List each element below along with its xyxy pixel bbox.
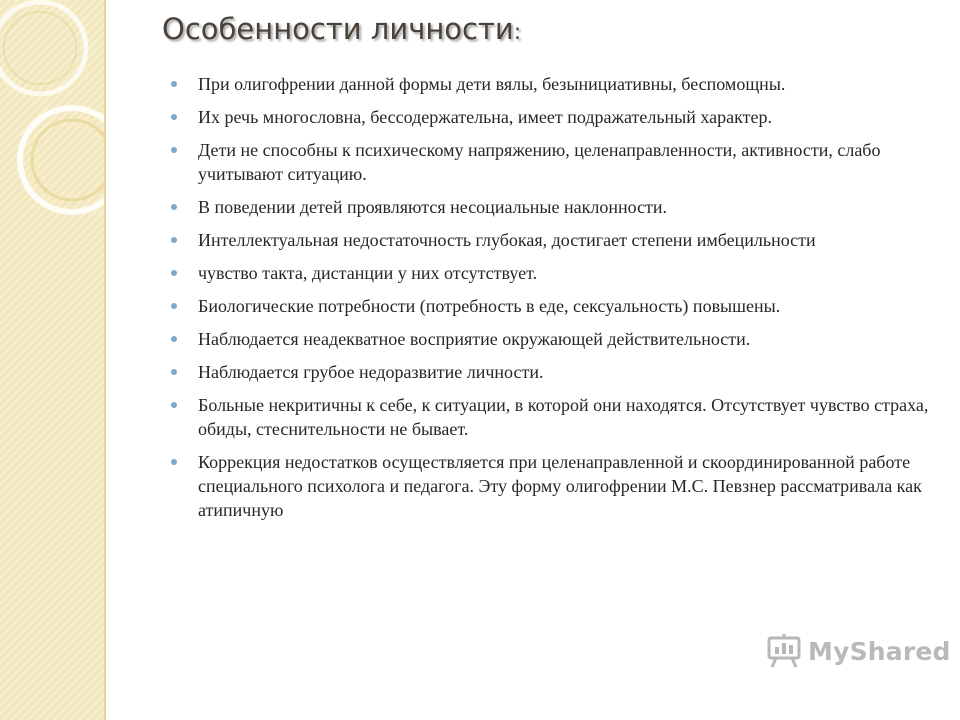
bullet-dot-icon	[171, 459, 177, 465]
bullet-text: При олигофрении данной формы дети вялы, безынициативны, беспомощны.	[198, 74, 786, 94]
bullet-dot-icon	[171, 369, 177, 375]
slide-title-text: Особенности личности	[162, 12, 514, 46]
bullet-dot-icon	[171, 147, 177, 153]
watermark[interactable]	[766, 633, 951, 669]
bullet-text: Их речь многословна, бессодержательна, имеет подражательный характер.	[198, 107, 772, 127]
bullet-item	[170, 138, 930, 186]
bullet-text: Больные некритичны к себе, к ситуации, в которой они находятся. Отсутствует чувство страха, обиды, стеснительности не бывает.	[198, 395, 929, 439]
decorative-side-band	[0, 0, 106, 720]
bullet-text: Биологические потребности (потребность в еде, сексуальность) повышены.	[198, 296, 781, 316]
bullet-text: чувство такта, дистанции у них отсутствует.	[198, 263, 538, 283]
bullet-item	[170, 450, 930, 522]
slide-title-colon: :	[513, 20, 522, 45]
bullet-dot-icon	[171, 204, 177, 210]
bullet-dot-icon	[171, 270, 177, 276]
bullet-text: Интеллектуальная недостаточность глубокая, достигает степени имбецильности	[198, 230, 816, 250]
bullet-text: Наблюдается неадекватное восприятие окружающей действительности.	[198, 329, 751, 349]
bullet-item	[170, 72, 930, 96]
bullet-item	[170, 327, 930, 351]
bullet-text: Коррекция недостатков осуществляется при целенаправленной и скоординированной работе специального психолога и педагога. Эту форму олигофрении М.С. Певзнер рассматривала как атипичную	[198, 452, 922, 520]
bullet-dot-icon	[171, 81, 177, 87]
bullet-text: Дети не способны к психическому напряжению, целенаправленности, активности, слабо учитывают ситуацию.	[198, 140, 881, 184]
bullet-item	[170, 105, 930, 129]
bullet-item	[170, 294, 930, 318]
decorative-rings-icon	[0, 0, 106, 260]
bullet-item	[170, 360, 930, 384]
slide-title	[162, 12, 521, 46]
bullet-dot-icon	[171, 114, 177, 120]
bullet-text: Наблюдается грубое недоразвитие личности.	[198, 362, 544, 382]
bullet-dot-icon	[171, 402, 177, 408]
bullet-item	[170, 261, 930, 285]
bullet-dot-icon	[171, 237, 177, 243]
bullet-text: В поведении детей проявляются несоциальные наклонности.	[198, 197, 668, 217]
bullet-item	[170, 195, 930, 219]
bullet-list	[170, 72, 930, 531]
bullet-item	[170, 393, 930, 441]
bullet-dot-icon	[171, 336, 177, 342]
bullet-dot-icon	[171, 303, 177, 309]
watermark-text: MyShared	[808, 636, 951, 666]
presentation-board-icon	[766, 633, 802, 669]
bullet-item	[170, 228, 930, 252]
